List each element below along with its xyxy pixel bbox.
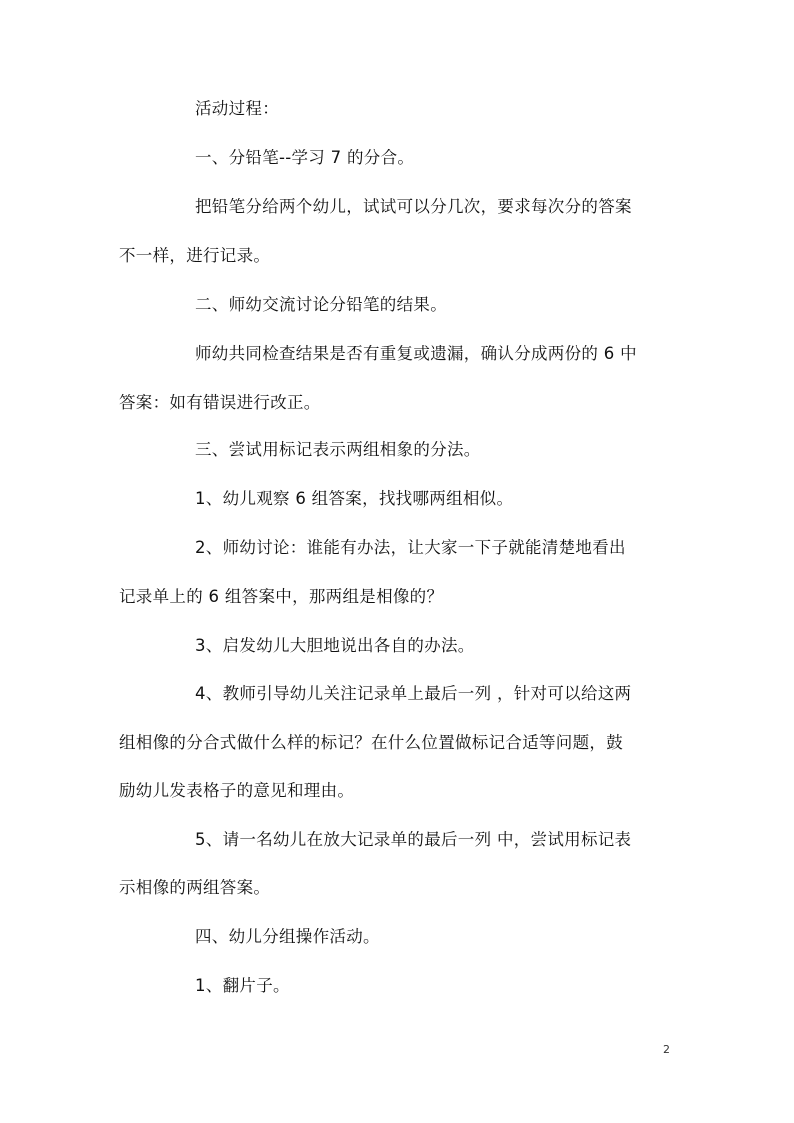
text-line: 不一样，进行记录。	[119, 246, 271, 265]
text-line: 二、师幼交流讨论分铅笔的结果。	[195, 295, 447, 314]
text-line: 三、尝试用标记表示两组相象的分法。	[195, 440, 481, 459]
text-line: 励幼儿发表格子的意见和理由。	[119, 781, 355, 800]
text-line: 活动过程：	[195, 99, 279, 118]
text-line: 记录单上的 6 组答案中，那两组是相像的？	[119, 587, 444, 606]
text-line: 示相像的两组答案。	[119, 878, 271, 897]
text-line: 一、分铅笔--学习 7 的分合。	[195, 148, 415, 167]
text-line: 4、教师引导幼儿关注记录单上最后一列 ，针对可以给这两	[195, 684, 632, 703]
text-line: 四、幼儿分组操作活动。	[195, 927, 380, 946]
text-line: 把铅笔分给两个幼儿，试试可以分几次，要求每次分的答案	[195, 197, 632, 216]
text-line: 5、请一名幼儿在放大记录单的最后一列 中，尝试用标记表	[195, 830, 632, 849]
text-line: 师幼共同检查结果是否有重复或遗漏，确认分成两份的 6 中	[195, 344, 637, 363]
page-number: 2	[663, 1043, 670, 1056]
text-line: 1、幼儿观察 6 组答案，找找哪两组相似。	[195, 489, 514, 508]
text-line: 答案：如有错误进行改正。	[119, 393, 321, 412]
text-line: 2、师幼讨论：谁能有办法，让大家一下子就能清楚地看出	[195, 538, 626, 557]
text-line: 1、翻片子。	[195, 976, 290, 995]
text-line: 组相像的分合式做什么样的标记？在什么位置做标记合适等问题，鼓	[119, 733, 623, 752]
text-line: 3、启发幼儿大胆地说出各自的办法。	[195, 636, 475, 655]
